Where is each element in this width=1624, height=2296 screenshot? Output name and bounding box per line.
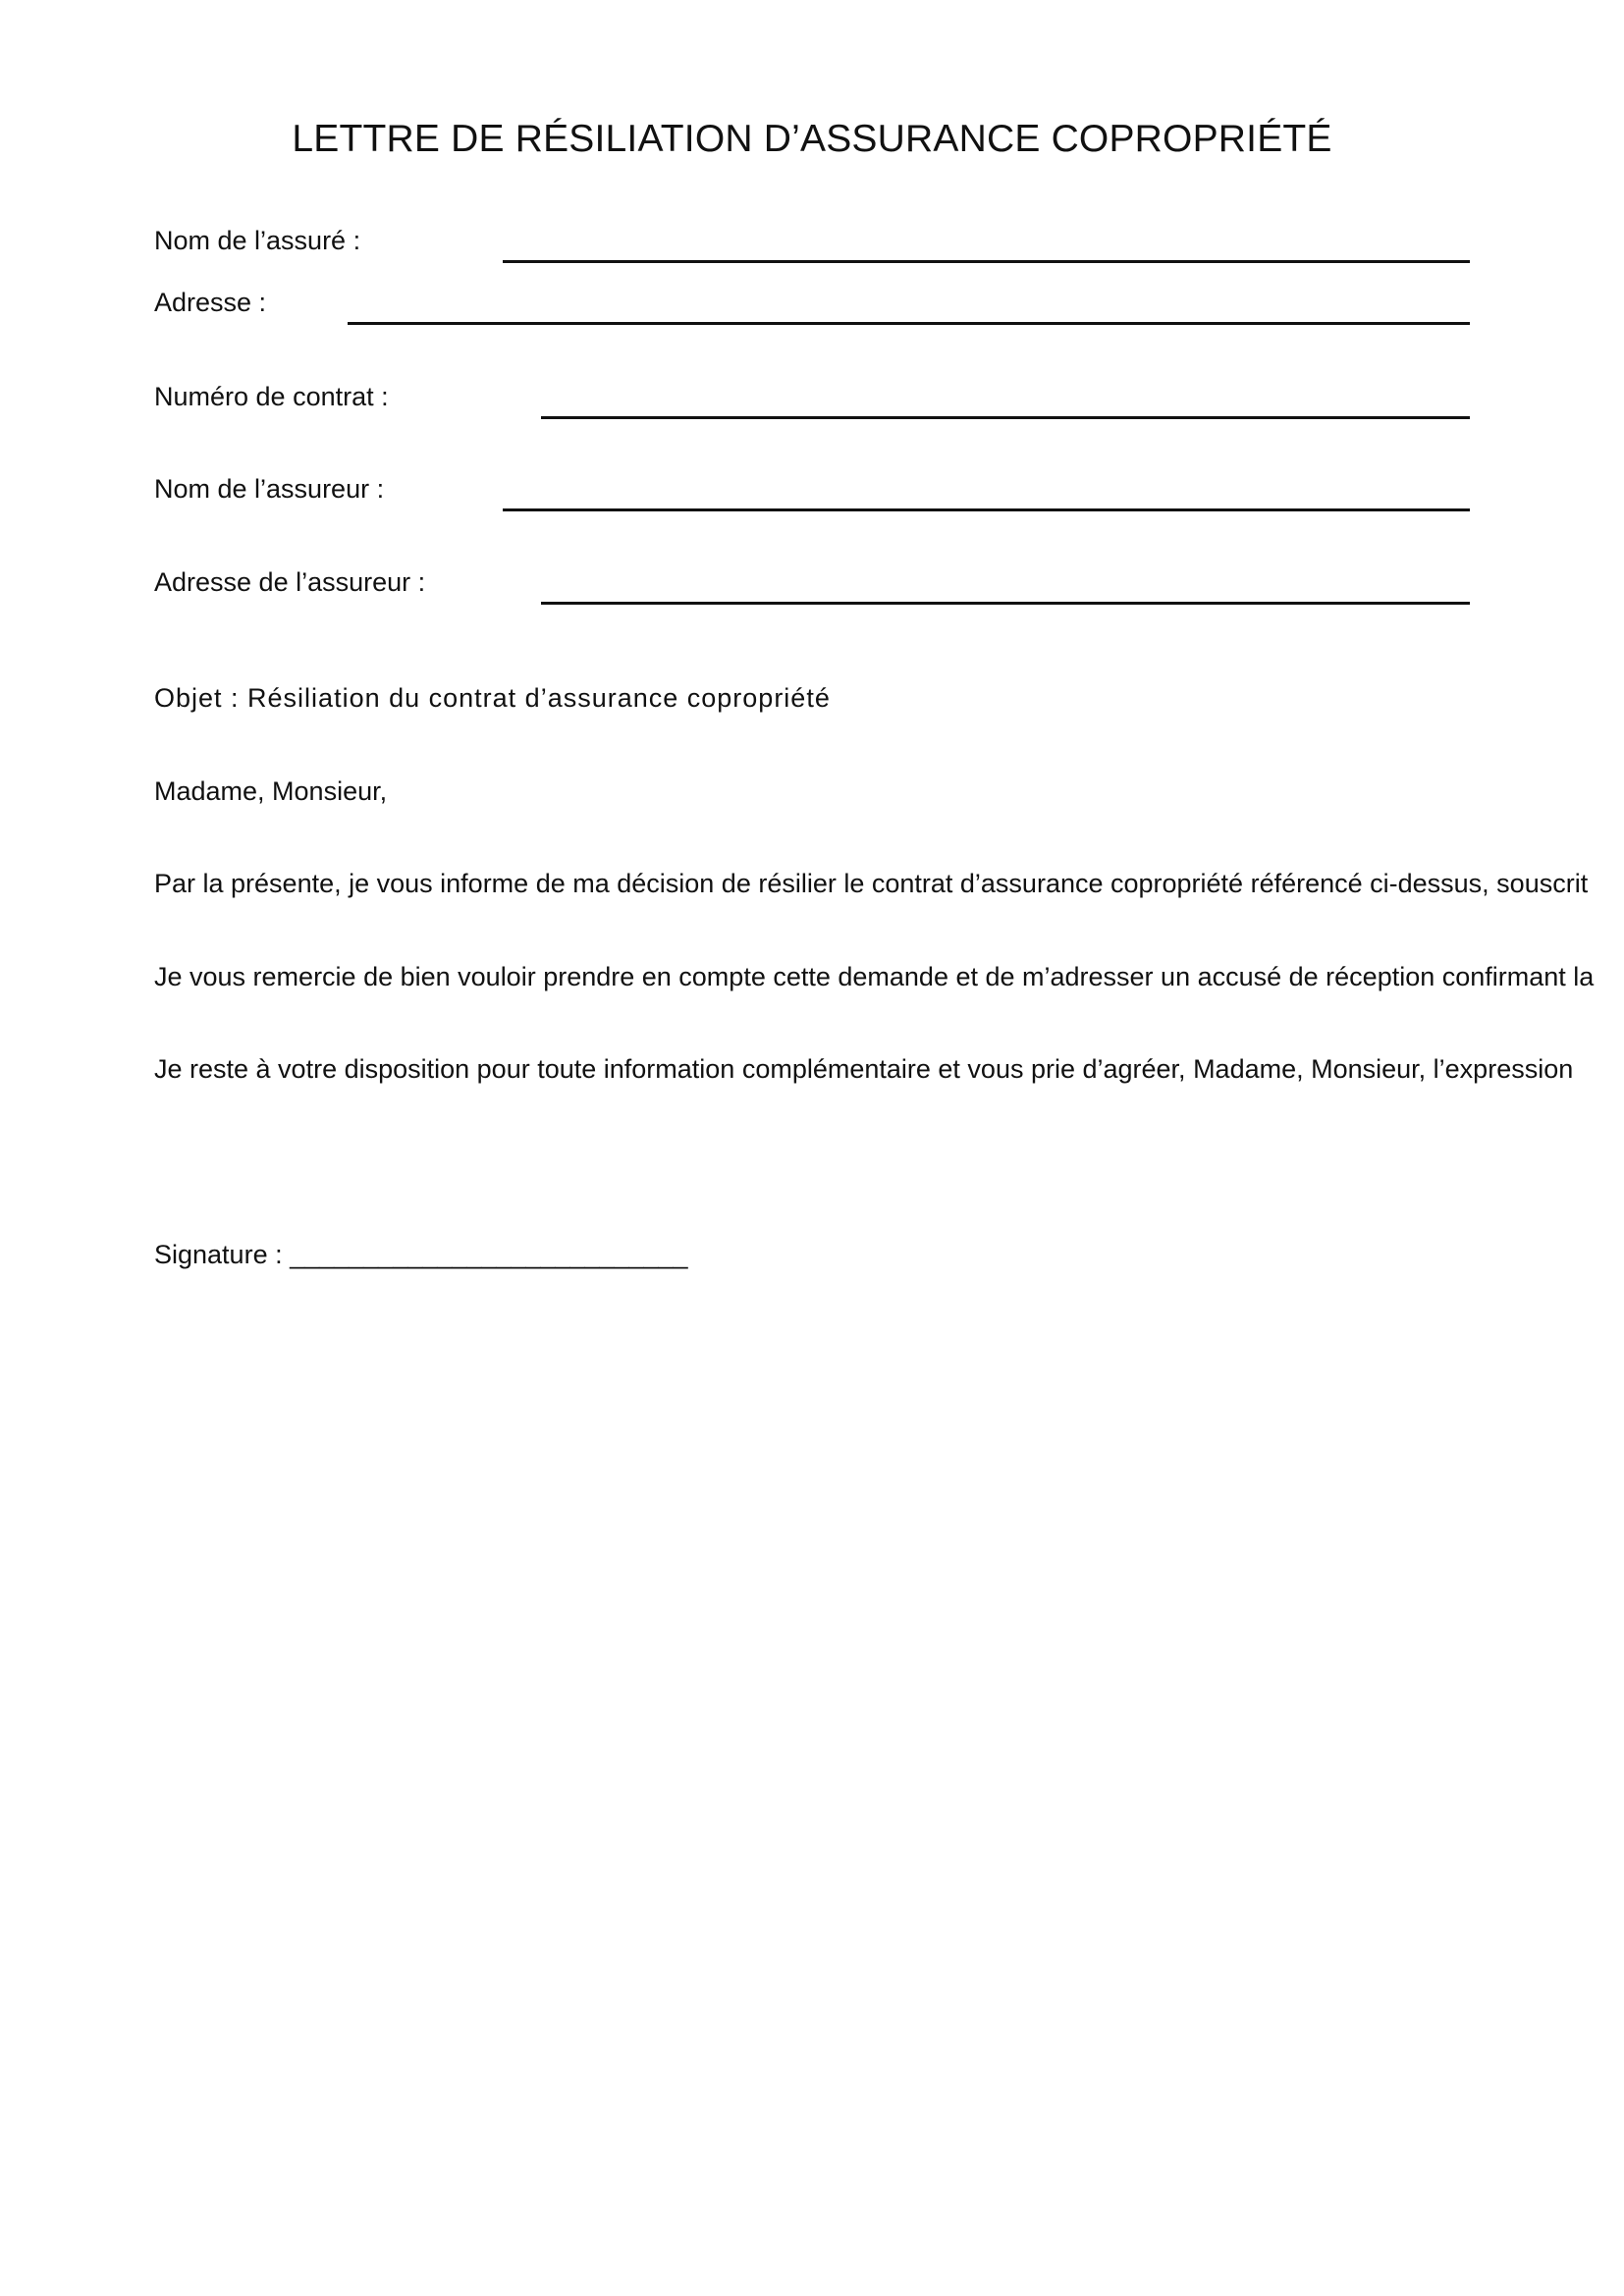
- letter-subject: Objet : Résiliation du contrat d’assurance copropriété: [154, 683, 831, 713]
- letter-paragraph-3: Je reste à votre disposition pour toute information complémentaire et vous prie d’agréer, Madame, Monsieur, l’expression: [154, 1054, 1574, 1084]
- insured-name-label: Nom de l’assuré :: [154, 226, 361, 255]
- insurer-name-line: [503, 508, 1470, 511]
- insurer-name-label: Nom de l’assureur :: [154, 474, 385, 504]
- insured-name-line: [503, 260, 1470, 263]
- address-line: [348, 322, 1470, 325]
- address-label: Adresse :: [154, 288, 267, 317]
- letter-salutation: Madame, Monsieur,: [154, 776, 388, 806]
- signature-field: Signature : ___________________________: [154, 1240, 688, 1269]
- letter-title: LETTRE DE RÉSILIATION D’ASSURANCE COPROPRIÉTÉ: [292, 118, 1332, 160]
- contract-number-label: Numéro de contrat :: [154, 382, 389, 411]
- insurer-address-label: Adresse de l’assureur :: [154, 567, 426, 597]
- letter-paragraph-2: Je vous remercie de bien vouloir prendre en compte cette demande et de m’adresser un accusé de réception confirmant la: [154, 962, 1595, 991]
- contract-number-line: [541, 416, 1470, 419]
- letter-paragraph-1: Par la présente, je vous informe de ma décision de résilier le contrat d’assurance copropriété référencé ci-dessus, souscrit: [154, 869, 1589, 898]
- insurer-address-line: [541, 602, 1470, 605]
